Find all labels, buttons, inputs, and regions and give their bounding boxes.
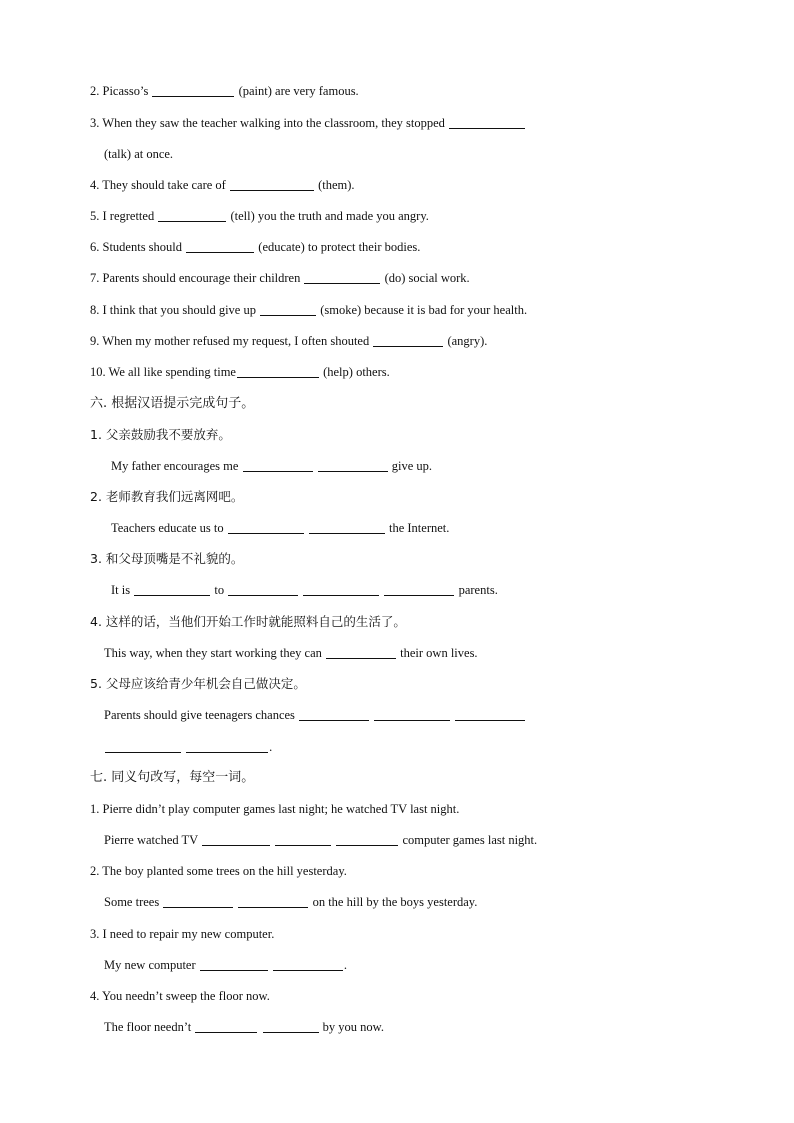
blank[interactable] bbox=[195, 1020, 257, 1033]
blank[interactable] bbox=[303, 583, 379, 596]
blank[interactable] bbox=[237, 365, 319, 378]
blank[interactable] bbox=[273, 958, 343, 971]
item-8: 8. I think that you should give up (smoke) because it is bad for your health. bbox=[90, 303, 528, 317]
blank[interactable] bbox=[134, 583, 210, 596]
s6-q3-answer: It is to parents. bbox=[111, 583, 498, 597]
blank[interactable] bbox=[336, 833, 398, 846]
s7-q4-answer: The floor needn’t by you now. bbox=[104, 1020, 384, 1034]
blank[interactable] bbox=[186, 240, 254, 253]
item-4: 4. They should take care of (them). bbox=[90, 178, 355, 192]
item-9: 9. When my mother refused my request, I often shouted (angry). bbox=[90, 334, 488, 348]
blank[interactable] bbox=[260, 303, 316, 316]
blank[interactable] bbox=[455, 708, 525, 721]
blank[interactable] bbox=[373, 334, 443, 347]
blank[interactable] bbox=[163, 895, 233, 908]
s6-q5-answer: Parents should give teenagers chances bbox=[104, 707, 526, 723]
blank[interactable] bbox=[263, 1020, 319, 1033]
s7-q2-answer: Some trees on the hill by the boys yesterday. bbox=[104, 895, 478, 909]
blank[interactable] bbox=[228, 521, 304, 534]
s7-q2-original: 2. The boy planted some trees on the hill yesterday. bbox=[90, 864, 347, 878]
s6-q4-answer: This way, when they start working they can their own lives. bbox=[104, 646, 478, 660]
blank[interactable] bbox=[309, 521, 385, 534]
s6-q1-chinese: 1. 父亲鼓励我不要放弃。 bbox=[90, 427, 231, 442]
blank[interactable] bbox=[299, 708, 369, 721]
blank[interactable] bbox=[318, 459, 388, 472]
s6-q2-chinese: 2. 老师教育我们远离网吧。 bbox=[90, 489, 244, 504]
s6-q5-chinese: 5. 父母应该给青少年机会自己做决定。 bbox=[90, 676, 306, 691]
s7-q3-original: 3. I need to repair my new computer. bbox=[90, 927, 275, 941]
item-10: 10. We all like spending time (help) others. bbox=[90, 365, 390, 379]
s6-q4-chinese: 4. 这样的话，当他们开始工作时就能照料自己的生活了。 bbox=[90, 614, 406, 629]
s6-q5-answer-cont: . bbox=[104, 739, 272, 755]
s7-q1-original: 1. Pierre didn’t play computer games last night; he watched TV last night. bbox=[90, 802, 460, 816]
blank[interactable] bbox=[243, 459, 313, 472]
section-7-heading: 七. 同义句改写，每空一词。 bbox=[90, 770, 255, 785]
blank[interactable] bbox=[158, 209, 226, 222]
blank[interactable] bbox=[275, 833, 331, 846]
item-6: 6. Students should (educate) to protect their bodies. bbox=[90, 240, 421, 254]
s7-q3-answer: My new computer . bbox=[104, 958, 348, 972]
item-5: 5. I regretted (tell) you the truth and made you angry. bbox=[90, 209, 429, 223]
blank[interactable] bbox=[202, 833, 270, 846]
blank[interactable] bbox=[200, 958, 268, 971]
item-2: 2. Picasso’s (paint) are very famous. bbox=[90, 84, 359, 98]
blank[interactable] bbox=[230, 178, 314, 191]
item-3-cont: (talk) at once. bbox=[104, 147, 174, 161]
item-7: 7. Parents should encourage their children (do) social work. bbox=[90, 271, 470, 285]
item-3: 3. When they saw the teacher walking into the classroom, they stopped bbox=[90, 115, 526, 131]
s6-q2-answer: Teachers educate us to the Internet. bbox=[111, 521, 450, 535]
blank[interactable] bbox=[304, 271, 380, 284]
blank[interactable] bbox=[326, 646, 396, 659]
s7-q1-answer: Pierre watched TV computer games last night. bbox=[104, 833, 538, 847]
s6-q3-chinese: 3. 和父母顶嘴是不礼貌的。 bbox=[90, 551, 244, 566]
blank[interactable] bbox=[228, 583, 298, 596]
blank[interactable] bbox=[374, 708, 450, 721]
s6-q1-answer: My father encourages me give up. bbox=[111, 459, 433, 473]
blank[interactable] bbox=[186, 740, 268, 753]
blank[interactable] bbox=[105, 740, 181, 753]
s7-q4-original: 4. You needn’t sweep the floor now. bbox=[90, 989, 270, 1003]
blank[interactable] bbox=[449, 116, 525, 129]
blank[interactable] bbox=[384, 583, 454, 596]
section-6-heading: 六. 根据汉语提示完成句子。 bbox=[90, 396, 255, 411]
blank[interactable] bbox=[152, 84, 234, 97]
blank[interactable] bbox=[238, 895, 308, 908]
